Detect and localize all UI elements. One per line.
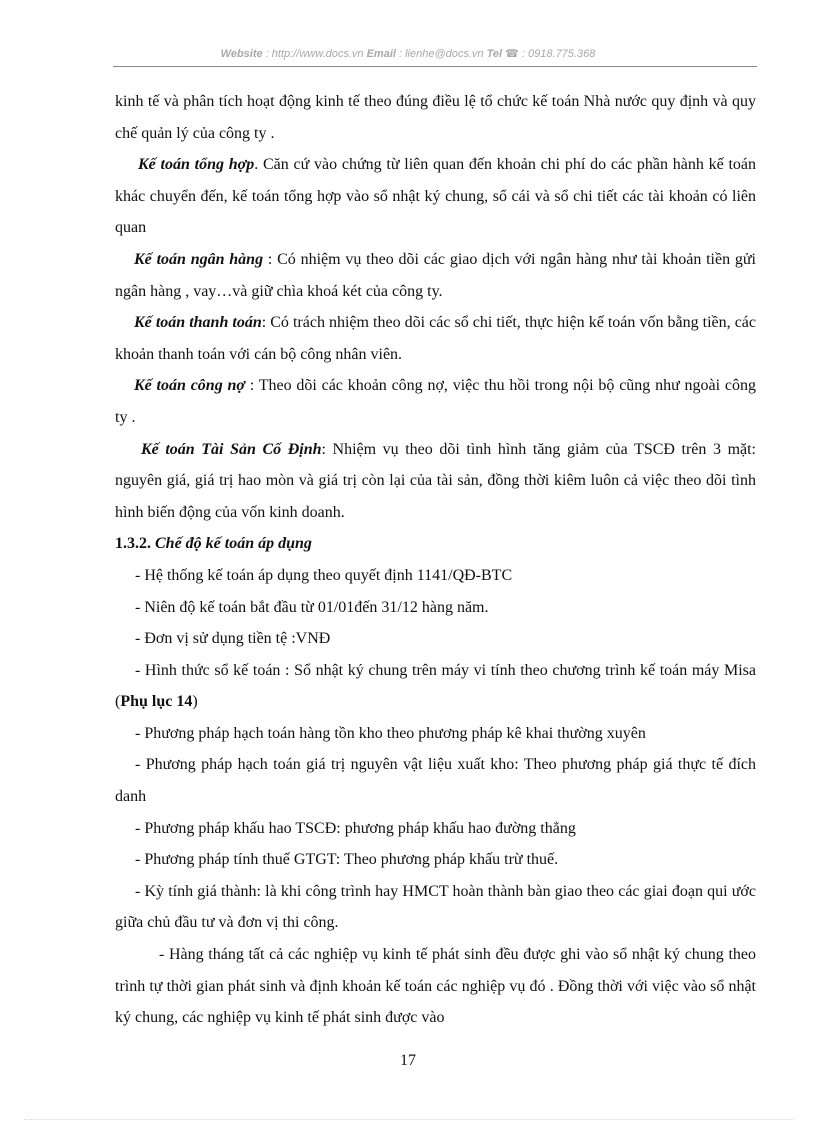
paragraph-ke-toan-tong-hop bbox=[115, 149, 756, 244]
list-item: - Đơn vị sử dụng tiền tệ :VNĐ bbox=[135, 630, 331, 648]
term-label: Kế toán thanh toán bbox=[134, 314, 262, 332]
list-item bbox=[115, 655, 756, 718]
paragraph: kinh tế và phân tích hoạt động kinh tế theo đúng điều lệ tổ chức kế toán Nhà nước quy định và quy chế quản lý của công ty . bbox=[115, 93, 756, 142]
section-heading bbox=[115, 528, 756, 560]
list-item-end: ) bbox=[192, 693, 198, 711]
page-header bbox=[0, 47, 816, 60]
email-label: Email bbox=[366, 48, 396, 60]
email-value: : lienhe@docs.vn bbox=[395, 48, 487, 60]
document-body bbox=[115, 86, 756, 1034]
term-text: : Theo dõi các khoản công nợ, việc thu hồi trong nội bộ cũng như ngoài công ty . bbox=[115, 377, 756, 426]
list-item: - Phương pháp hạch toán hàng tồn kho theo phương pháp kê khai thường xuyên bbox=[135, 724, 646, 742]
website-label: Website bbox=[220, 48, 263, 60]
list-item: - Phương pháp hạch toán giá trị nguyên vật liệu xuất kho: Theo phương pháp giá thực tế đích danh bbox=[115, 756, 756, 806]
paragraph-ke-toan-cong-no bbox=[115, 370, 756, 433]
term-text: : Có trách nhiệm theo dõi các sổ chi tiết, thực hiện kế toán vốn bằng tiền, các khoản thanh toán với cán bộ công nhân viên. bbox=[115, 314, 756, 363]
page-bottom-border bbox=[24, 1119, 794, 1120]
paragraph-ke-toan-tscd bbox=[115, 434, 756, 529]
paragraph: - Hàng tháng tất cả các nghiệp vụ kinh tế phát sinh đều được ghi vào sổ nhật ký chung theo trình tự thời gian phát sinh và định khoản kế toán các nghiệp vụ đó . Đồng thời với việc vào sổ nhật ký chung, các nghiệp vụ kinh tế phát sinh được vào bbox=[115, 946, 756, 1027]
term-text: : Có nhiệm vụ theo dõi các giao dịch với ngân hàng như tài khoản tiền gửi ngân hàng , vay…và giữ chìa khoá két của công ty. bbox=[115, 250, 757, 300]
list-item: - Phương pháp khấu hao TSCĐ: phương pháp khấu hao đường thẳng bbox=[135, 819, 576, 837]
paragraph-ke-toan-ngan-hang bbox=[115, 244, 756, 307]
term-label: Kế toán ngân hàng bbox=[134, 250, 264, 268]
website-value: : http://www.docs.vn bbox=[262, 48, 367, 60]
list-item: - Kỳ tính giá thành: là khi công trình hay HMCT hoàn thành bàn giao theo các giai đoạn qui ước giữa chủ đầu tư và đơn vị thi công. bbox=[115, 882, 756, 932]
list-item: - Phương pháp tính thuế GTGT: Theo phương pháp khấu trừ thuế. bbox=[135, 851, 559, 869]
page-number: 17 bbox=[400, 1052, 416, 1069]
tel-value: ☎ : 0918.775.368 bbox=[502, 48, 596, 60]
heading-number: 1.3.2. bbox=[115, 535, 155, 553]
term-text: . Căn cứ vào chứng từ liên quan đến khoản chi phí do các phần hành kế toán khác chuyển đến, kế toán tổng hợp vào sổ nhật ký chung, sổ cái và sổ chi tiết các tài khoản có liên quan bbox=[115, 156, 757, 237]
term-label: Kế toán công nợ bbox=[134, 377, 245, 395]
heading-text: Chế độ kế toán áp dụng bbox=[155, 535, 312, 553]
tel-label: Tel bbox=[486, 48, 503, 60]
header-rule bbox=[113, 66, 757, 67]
list-item-text: - Hình thức sổ kế toán : Sổ nhật ký chung trên máy vi tính theo chương trình kế toán máy Misa ( bbox=[115, 661, 756, 711]
term-label: Kế toán tổng hợp bbox=[138, 156, 255, 174]
term-text: : Nhiệm vụ theo dõi tình hình tăng giảm của TSCĐ trên 3 mặt: nguyên giá, giá trị hao mòn và giá trị còn lại của tài sản, đồng thời kiêm luôn cả việc theo dõi tình hình biến động của vốn kinh doanh. bbox=[115, 440, 756, 521]
appendix-reference: Phụ lục 14 bbox=[120, 693, 193, 711]
list-item: - Hệ thống kế toán áp dụng theo quyết định 1141/QĐ-BTC bbox=[135, 566, 513, 584]
term-label: Kế toán Tài Sản Cố Định bbox=[141, 440, 322, 458]
paragraph-ke-toan-thanh-toan bbox=[115, 307, 756, 370]
list-item: - Niên độ kế toán bắt đầu từ 01/01đến 31/12 hàng năm. bbox=[135, 598, 489, 616]
